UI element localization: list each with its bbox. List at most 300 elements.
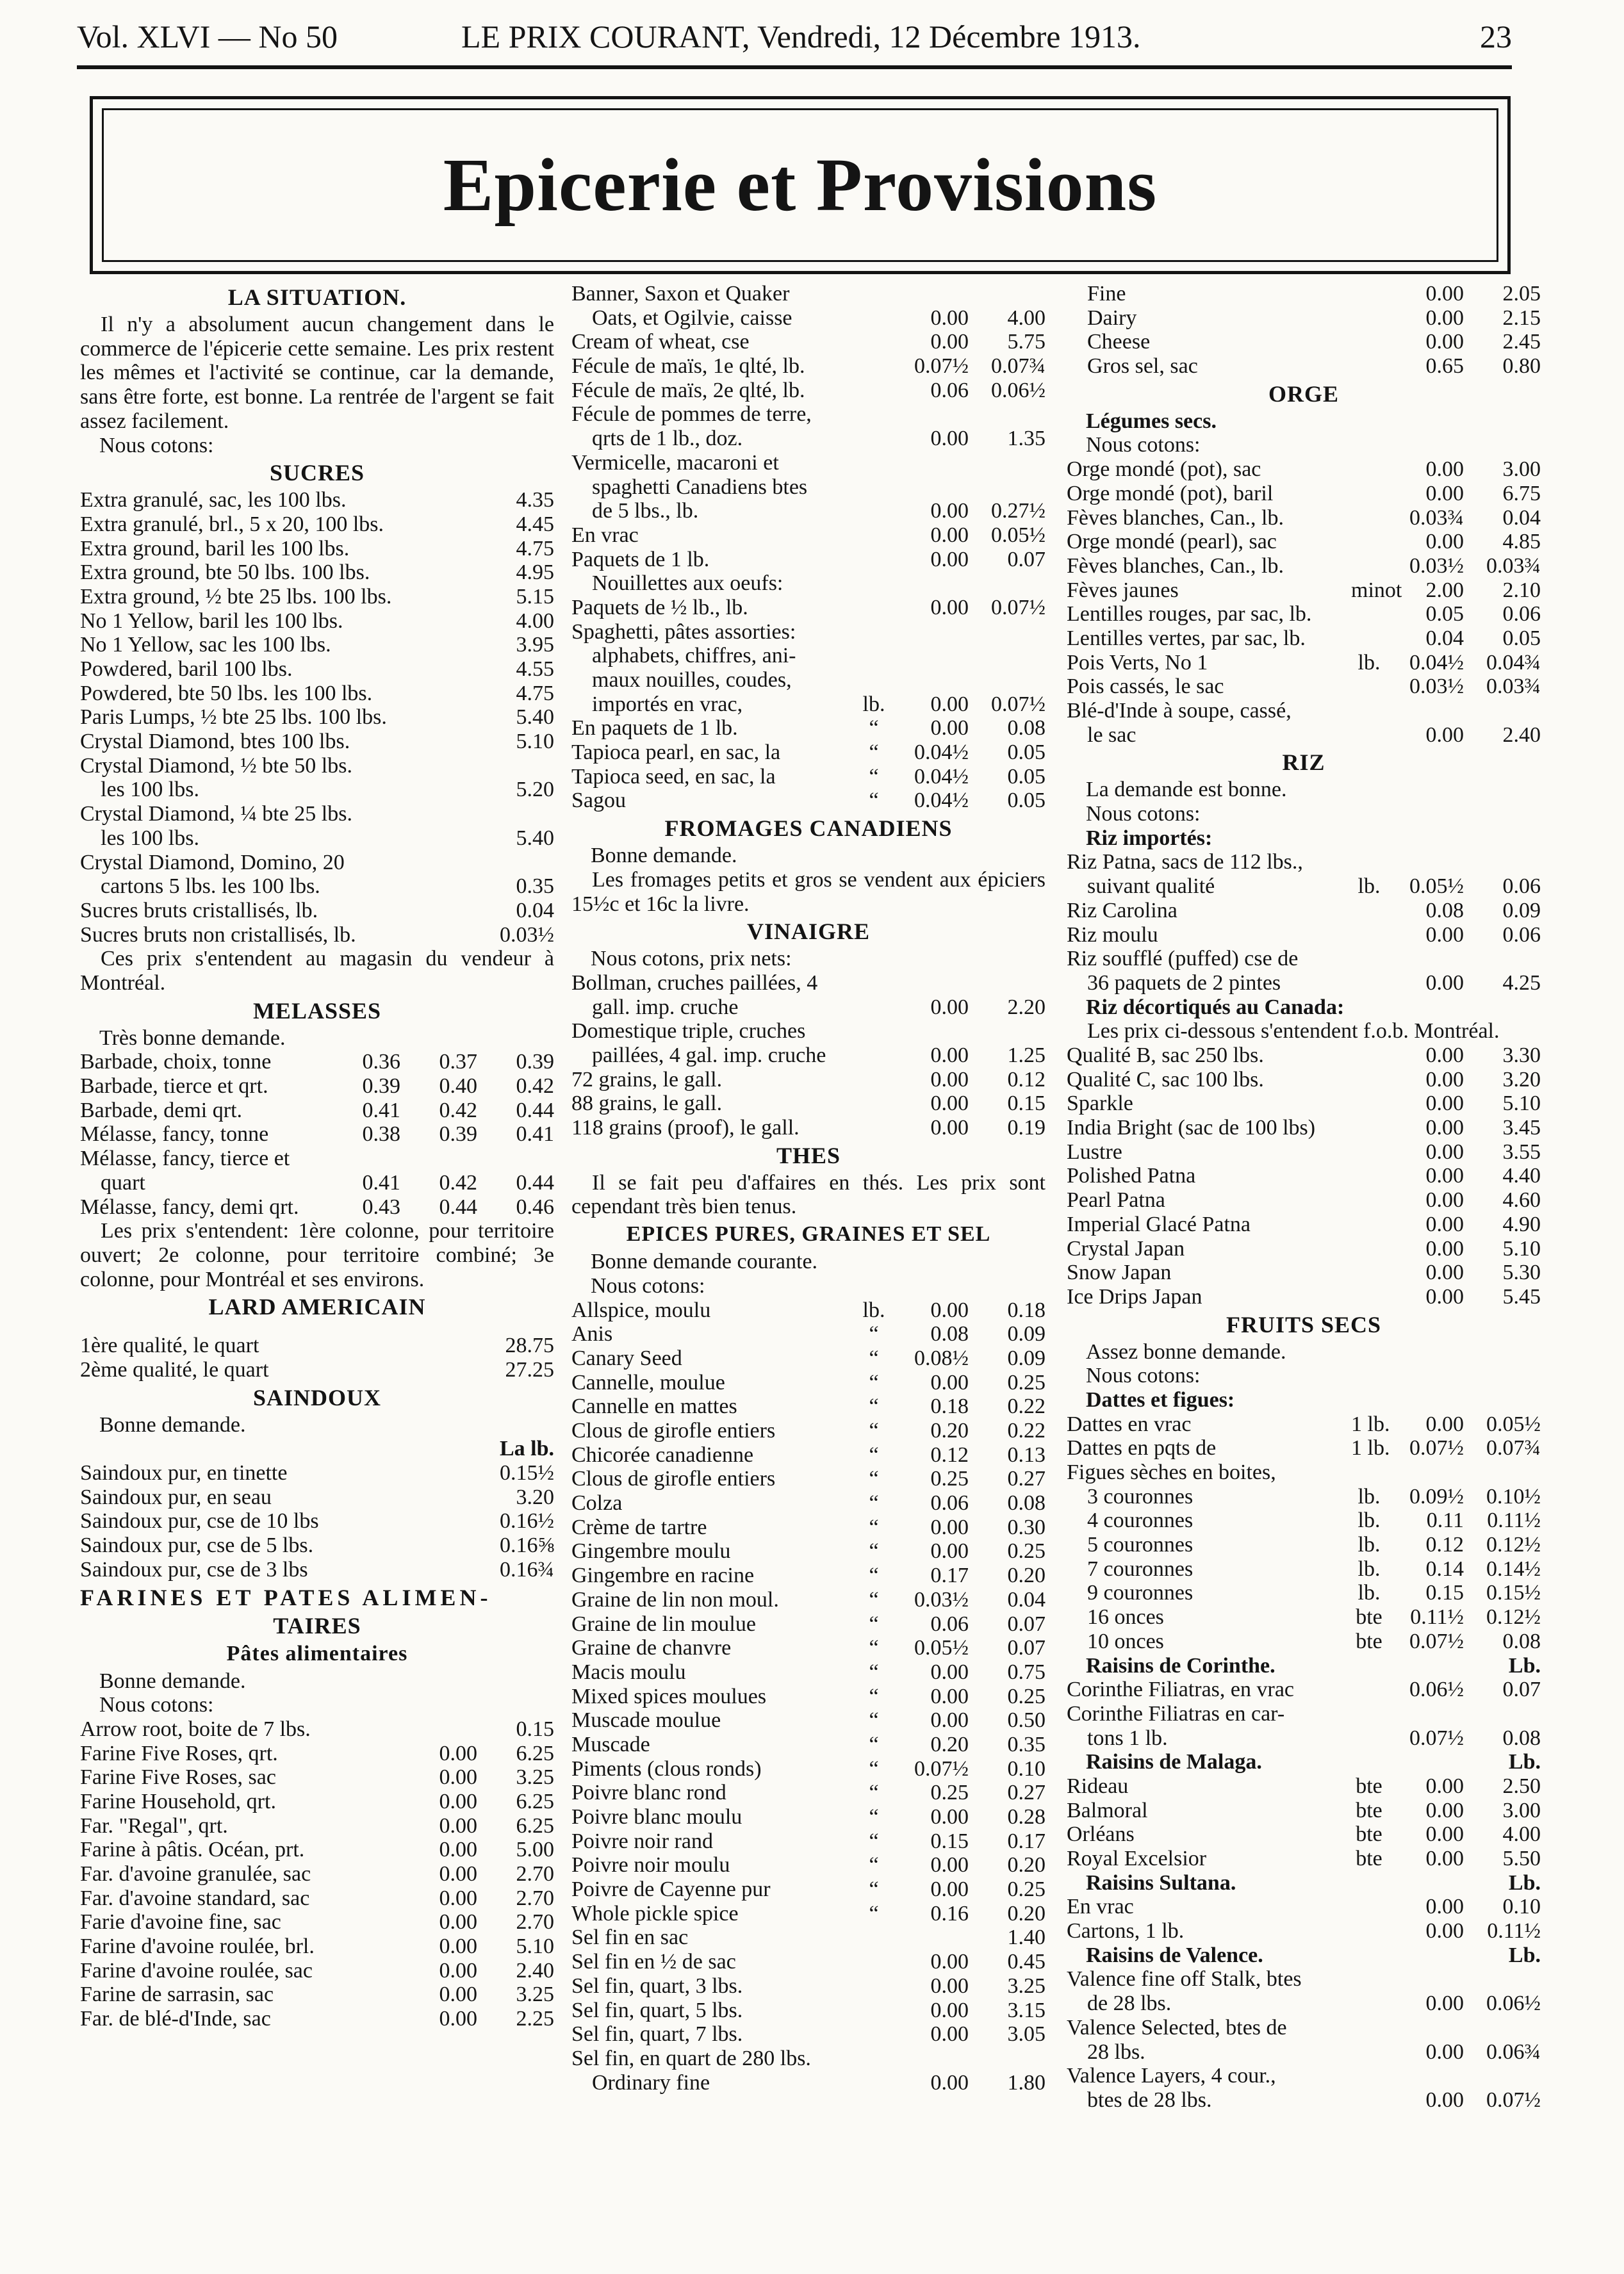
item-price: 0.00 [930,1515,969,1539]
item-label: Fécule de maïs, 2e qlté, lb. [571,378,805,402]
item-label: Crystal Japan [1067,1236,1185,1261]
item-label: Cheese [1087,330,1151,354]
list-item [1067,923,1541,947]
item-label: Mixed spices moulues [571,1684,767,1708]
nous-cotons: Nous cotons: [591,1273,705,1298]
list-item [1067,506,1541,530]
item-label: Sucres bruts cristallisés, lb. [80,898,318,922]
list-item [1067,2064,1541,2088]
item-label: Saindoux pur, cse de 5 lbs. [80,1534,314,1558]
list-item [80,705,554,730]
item-price: 5.75 [1007,330,1046,354]
item-price: 0.17 [1007,1829,1046,1853]
item-unit: “ [869,789,879,813]
item-label: Colza [571,1491,623,1516]
list-item [80,512,554,537]
fromages-text: Les fromages petits et gros se vendent aux épiciers 15½c et 16c la livre. [571,867,1046,916]
item-price: 0.12½ [1486,1533,1541,1557]
item-price: 0.07¾ [991,354,1046,379]
item-price: 0.00 [930,716,969,740]
item-price: 5.50 [1502,1847,1541,1871]
item-label: Farine de sarrasin, sac [80,1983,274,2007]
item-unit: “ [869,1419,879,1443]
item-price: 0.00 [930,692,969,716]
subsection-heading: Pâtes alimentaires [226,1641,408,1665]
list-item [1067,1533,1541,1557]
list-item [1067,1822,1541,1847]
item-label: Saindoux pur, cse de 3 lbs [80,1557,308,1582]
list-item [1067,602,1541,626]
list-item [80,1485,554,1510]
list-item [571,427,1046,451]
item-label: Poivre blanc moulu [571,1805,742,1829]
section-heading: SAINDOUX [252,1384,382,1411]
item-price: 0.00 [1425,1847,1464,1871]
item-price: 0.27 [1007,1781,1046,1805]
thes-text: Il se fait peu d'affaires en thés. Les prix sont cependant très bien tenus. [571,1170,1046,1219]
item-price: 0.14½ [1486,1557,1541,1581]
item-label: Snow Japan [1067,1261,1172,1285]
item-label: Dattes en vrac [1067,1412,1192,1436]
item-price: 3.25 [1007,1974,1046,1998]
item-price: 2.70 [516,1910,554,1935]
sucres-note: Ces prix s'entendent au magasin du vendeur à Montréal. [80,947,554,995]
item-label: Fèves jaunes [1067,578,1179,602]
item-label: gall. imp. cruche [592,995,739,1019]
list-item [80,2007,554,2031]
item-label: Qualité C, sac 100 lbs. [1067,1067,1264,1092]
item-price: 0.00 [930,1684,969,1708]
item-price: 2.45 [1502,330,1541,354]
item-price: 0.00 [930,2070,969,2095]
item-price: 0.12 [1425,1533,1464,1557]
item-price: 0.07 [1007,1636,1046,1660]
item-label: 9 couronnes [1087,1581,1193,1605]
item-label: Far. d'avoine standard, sac [80,1886,310,1910]
nous-cotons: Nous cotons: [99,1693,214,1717]
list-item [571,282,1046,306]
list-item [1067,482,1541,506]
item-price: 0.06 [1502,922,1541,947]
item-price: 0.00 [930,1853,969,1877]
item-price: 4.35 [516,488,554,512]
list-item [80,754,554,778]
item-label: quart [101,1170,145,1195]
subsection-heading: Raisins Sultana. [1086,1870,1236,1895]
malaga-list [1067,1774,1541,1871]
item-unit: lb. [1357,1557,1381,1581]
item-price: 0.00 [930,1660,969,1684]
item-price: 0.45 [1007,1950,1046,1974]
list-item [571,1902,1046,1926]
list-item [571,548,1046,572]
list-item [80,1717,554,1742]
item-price: 3.00 [1502,1798,1541,1822]
item-unit: “ [869,1587,879,1612]
epices-list [571,1298,1046,2095]
item-unit: “ [869,1564,879,1588]
list-item [1067,1436,1541,1460]
list-item [80,585,554,609]
list-item [1067,330,1541,354]
list-item [571,1419,1046,1443]
list-item [571,1660,1046,1685]
list-item [80,923,554,947]
item-label: Graine de lin moulue [571,1612,756,1636]
list-item [80,1195,554,1220]
list-item [571,1757,1046,1781]
farines-list [80,1717,554,2031]
item-price: 0.28 [1007,1805,1046,1829]
item-label: Crystal Diamond, Domino, 20 [80,850,345,874]
list-item [1067,1992,1541,2016]
item-unit: “ [869,1732,879,1756]
section-heading: EPICES PURES, GRAINES ET SEL [626,1222,991,1247]
list-item [571,1371,1046,1395]
item-price: 0.15 [516,1717,554,1741]
item-price: 0.00 [1425,1774,1464,1798]
list-item [1067,1485,1541,1509]
item-price: 0.07½ [991,595,1046,619]
item-price: 0.05 [1007,764,1046,789]
list-item [1067,1460,1541,1485]
item-price: 0.25 [1007,1539,1046,1564]
melasses-list [80,1050,554,1219]
list-item [571,1092,1046,1116]
item-price: 0.04½ [1409,650,1464,675]
item-price: 4.00 [516,609,554,633]
item-label: Farie d'avoine fine, sac [80,1910,281,1935]
item-price: 0.16 [930,1901,969,1926]
item-price: 0.20 [1007,1853,1046,1877]
list-item [1067,1557,1541,1582]
item-price: 3.25 [516,1765,554,1790]
item-price: 0.00 [930,523,969,547]
list-item [1067,1188,1541,1213]
item-unit: “ [869,1805,879,1829]
section-heading: SUCRES [269,460,365,486]
item-price: 0.00 [930,1043,969,1067]
list-item [1067,1092,1541,1116]
item-price: 0.18 [1007,1298,1046,1322]
item-price: 0.25 [930,1467,969,1491]
list-item [80,1959,554,1983]
item-label: Sel fin, quart, 7 lbs. [571,2022,743,2047]
item-price: 5.40 [516,705,554,730]
list-item [1067,1068,1541,1092]
list-item [80,1334,554,1358]
unit-heading: Lb. [1508,1653,1541,1678]
riz-canada-list [1067,1043,1541,1309]
item-price: 0.08 [1502,1726,1541,1750]
item-price: 0.00 [439,1958,477,1983]
list-item [80,1935,554,1959]
item-price: 0.03½ [500,922,554,947]
list-item [80,657,554,682]
item-price: 0.46 [516,1195,554,1219]
item-price: 0.04½ [914,764,969,789]
item-price: 0.00 [1425,330,1464,354]
item-price: 0.00 [1425,1284,1464,1309]
item-price: 0.05 [1425,602,1464,626]
list-item [571,571,1046,596]
item-unit: 1 lb. [1351,1436,1390,1460]
sultana-list [1067,1895,1541,1943]
item-price: 0.11 [1426,1509,1464,1533]
item-label: Canary Seed [571,1346,682,1370]
item-price: 0.41 [516,1122,554,1147]
item-unit: bte [1356,1798,1382,1822]
item-label: Muscade moulue [571,1708,721,1733]
item-price: 0.14 [1425,1557,1464,1581]
item-label: Cannelle en mattes [571,1395,737,1419]
item-unit: minot [1351,578,1402,602]
item-label: Sel fin en ½ de sac [571,1950,736,1974]
list-item [571,644,1046,668]
item-price: 2.05 [1502,282,1541,306]
pates-list [571,282,1046,813]
epices-demand: Bonne demande courante. [591,1250,818,1274]
list-item [1067,850,1541,874]
item-price: 5.10 [1502,1092,1541,1116]
item-price: 0.16½ [500,1509,554,1534]
item-price: 6.25 [516,1789,554,1813]
list-item [571,1636,1046,1660]
item-unit: “ [869,1901,879,1926]
nous-cotons: Nous cotons: [1086,802,1201,826]
item-price: 0.07½ [914,1756,969,1781]
riz-note: Les prix ci-dessous s'entendent f.o.b. Montréal. [1087,1019,1500,1043]
page-header [77,18,1512,63]
list-item [1067,530,1541,554]
item-price: 3.25 [516,1983,554,2007]
item-price: 0.00 [930,1974,969,1998]
list-item [80,1862,554,1886]
item-price: 0.00 [1425,970,1464,995]
item-label: Figues sèches en boites, [1067,1460,1276,1485]
item-price: 0.00 [930,2022,969,2047]
item-price: 0.06½ [1486,1992,1541,2016]
item-label: India Bright (sac de 100 lbs) [1067,1116,1316,1140]
list-item [80,560,554,585]
item-price: 0.00 [930,1067,969,1092]
item-label: Sel fin, en quart de 280 lbs. [571,2046,811,2070]
list-item [80,1558,554,1582]
item-label: Chicorée canadienne [571,1443,754,1467]
list-item [80,1838,554,1862]
item-label: Farine d'avoine roulée, sac [80,1958,313,1983]
list-item [571,1974,1046,1999]
item-label: Lustre [1067,1140,1122,1164]
item-unit: “ [869,1829,879,1853]
list-item [80,1050,554,1074]
item-price: 2.15 [1502,306,1541,330]
item-label: Paquets de ½ lb., lb. [571,595,748,619]
item-price: 0.09 [1007,1346,1046,1370]
item-price: 2.40 [516,1958,554,1983]
item-label: Farine Household, qrt. [80,1789,276,1813]
list-item [571,330,1046,354]
list-item [571,2047,1046,2071]
item-label: No 1 Yellow, sac les 100 lbs. [80,633,331,657]
item-label: Balmoral [1067,1798,1148,1822]
sel-list [1067,282,1541,379]
item-price: 0.06 [1502,874,1541,899]
item-price: 2.70 [516,1862,554,1886]
list-item [571,1612,1046,1637]
item-label: btes de 28 lbs. [1087,2088,1212,2112]
item-price: 0.04 [1425,626,1464,650]
item-price: 4.40 [1502,1164,1541,1188]
item-label: 16 onces [1087,1605,1164,1630]
column-3 [1067,282,1541,2113]
list-item [1067,1116,1541,1140]
item-price: 0.03½ [914,1587,969,1612]
list-item [80,874,554,899]
item-price: 0.00 [930,1805,969,1829]
item-label: En paquets de 1 lb. [571,716,738,740]
item-label: Mélasse, fancy, tierce et [80,1147,290,1171]
list-item [80,1742,554,1766]
item-price: 4.85 [1502,530,1541,554]
item-unit: “ [869,1853,879,1877]
list-item [571,1781,1046,1805]
item-label: de 5 lbs., lb. [592,499,699,523]
item-price: 0.00 [1425,1092,1464,1116]
list-item [571,1516,1046,1540]
item-label: Royal Excelsior [1067,1847,1207,1871]
item-price: 0.65 [1425,354,1464,379]
item-label: Paris Lumps, ½ bte 25 lbs. 100 lbs. [80,705,387,730]
item-price: 0.00 [1425,1164,1464,1188]
list-item [1067,2016,1541,2040]
item-price: 0.08 [1502,1629,1541,1653]
item-label: Valence Selected, btes de [1067,2015,1287,2040]
item-label: le sac [1087,723,1136,747]
item-label: Whole pickle spice [571,1901,739,1926]
section-heading: FRUITS SECS [1226,1311,1382,1337]
item-price: 1.25 [1007,1043,1046,1067]
item-price: 4.90 [1502,1212,1541,1236]
item-price: 0.00 [1425,2088,1464,2112]
item-price: 3.55 [1502,1140,1541,1164]
item-price: 0.08 [930,1322,969,1346]
item-label: Barbade, tierce et qrt. [80,1074,268,1099]
item-price: 0.42 [516,1074,554,1099]
list-item [80,826,554,851]
item-label: Saindoux pur, en seau [80,1485,272,1509]
item-label: Allspice, moulu [571,1298,711,1322]
item-price: 0.05 [1007,789,1046,813]
item-label: Riz soufflé (puffed) cse de [1067,947,1299,971]
list-item [1067,1043,1541,1068]
item-price: 0.25 [1007,1877,1046,1902]
item-price: 0.80 [1502,354,1541,379]
item-price: 0.00 [439,1789,477,1813]
list-item [571,1443,1046,1468]
subsection-heading-row [1067,1871,1541,1895]
item-label: Fine [1087,282,1126,306]
item-label: Fèves blanches, Can., lb. [1067,553,1284,578]
item-label: Orge mondé (pot), sac [1067,457,1261,482]
item-label: Domestique triple, cruches [571,1019,806,1043]
item-label: Dairy [1087,306,1137,330]
item-price: 0.07 [1007,547,1046,571]
subsection-heading-row [1067,1943,1541,1968]
situation-text: Il n'y a absolument aucun changement dans le commerce de l'épicerie cette semaine. Les prix restent les mêmes et l'activité se continue, car la demande, sans être forte, est bonne. La rentrée de l'argent se fait assez facilement. [80,313,554,433]
item-price: 1.40 [1007,1926,1046,1950]
item-price: 0.05½ [914,1636,969,1660]
item-price: 0.06¾ [1486,2040,1541,2064]
list-item [1067,1967,1541,1992]
list-item [1067,626,1541,651]
item-label: 118 grains (proof), le gall. [571,1116,800,1140]
item-price: 5.10 [516,730,554,754]
item-label: Arrow root, boite de 7 lbs. [80,1717,311,1741]
item-label: Sagou [571,789,626,813]
item-label: Mélasse, fancy, tonne [80,1122,269,1147]
item-label: Nouillettes aux oeufs: [592,571,783,596]
item-label: Poivre de Cayenne pur [571,1877,771,1902]
list-item [571,1564,1046,1588]
item-price: 0.44 [516,1098,554,1122]
list-item [80,1910,554,1935]
list-item [1067,1847,1541,1871]
list-item [1067,1237,1541,1261]
list-item [571,1116,1046,1140]
list-item [571,1043,1046,1068]
item-label: Gingembre moulu [571,1539,731,1564]
list-item [571,2022,1046,2047]
title-frame-inner [102,108,1498,262]
list-item [80,1886,554,1911]
item-price: 0.00 [930,1298,969,1322]
item-label: Vermicelle, macaroni et [571,450,779,475]
section-heading: LA SITUATION. [227,284,407,310]
item-label: Cartons, 1 lb. [1067,1919,1185,1943]
item-label: Fécule de pommes de terre, [571,402,812,427]
unit-heading: Lb. [1508,1750,1541,1774]
item-unit: “ [869,1781,879,1805]
item-price: 0.37 [439,1050,477,1074]
item-label: Oats, et Ogilvie, caisse [592,306,792,330]
item-price: 3.95 [516,633,554,657]
item-price: 0.38 [362,1122,400,1147]
item-unit: lb. [862,1298,885,1322]
item-price: 0.00 [1425,1261,1464,1285]
item-price: 6.25 [516,1813,554,1838]
item-label: Pois Verts, No 1 [1067,650,1208,675]
list-item [80,682,554,706]
item-label: Piments (clous ronds) [571,1756,762,1781]
subsection-heading: Raisins de Malaga. [1086,1750,1262,1774]
item-price: 0.10½ [1486,1484,1541,1509]
subsection-heading: Riz importés: [1086,826,1213,850]
item-unit: “ [869,740,879,765]
fromages-demand: Bonne demande. [591,844,737,868]
list-item [1067,971,1541,995]
list-item [571,1926,1046,1950]
item-price: 0.00 [1425,1212,1464,1236]
item-label: 28 lbs. [1087,2040,1145,2064]
sucres-list [80,488,554,947]
item-price: 0.20 [1007,1901,1046,1926]
item-price: 0.06 [930,378,969,402]
item-price: 0.00 [930,1998,969,2022]
item-label: Riz Carolina [1067,898,1177,922]
item-unit: “ [869,1346,879,1370]
item-price: 0.00 [930,1708,969,1733]
